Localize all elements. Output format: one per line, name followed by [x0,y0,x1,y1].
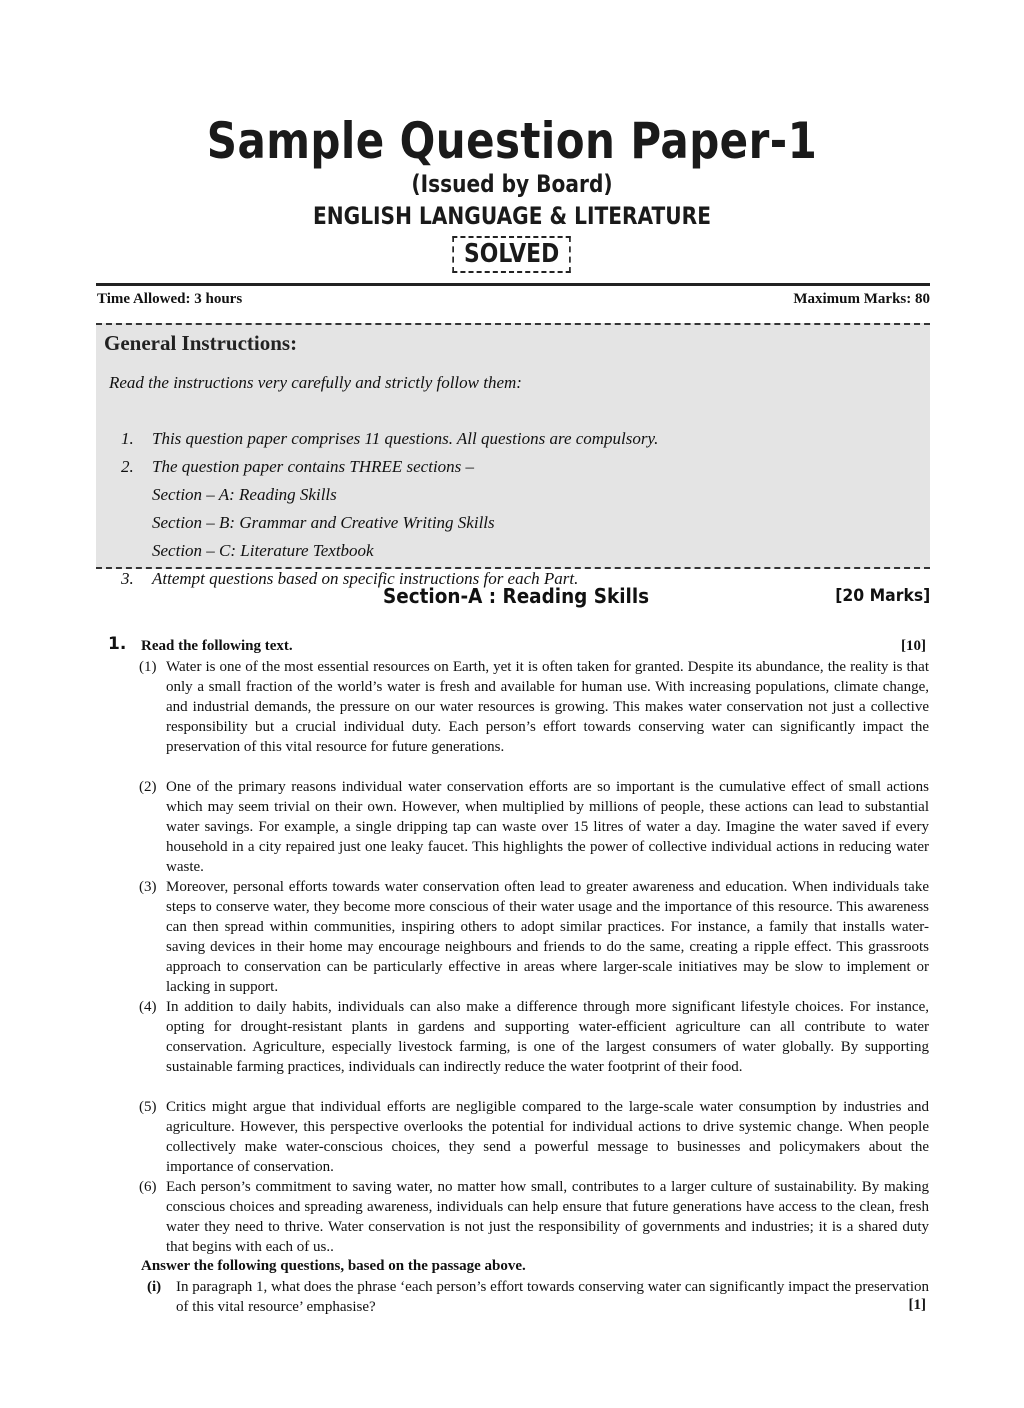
instruction-number: 3. [121,569,134,588]
passage-paragraph: Critics might argue that individual efforts are negligible compared to the large-scale water consumption by industries and agriculture. However, this perspective overlooks the potential for individual actions to drive systemic change. When people collectively make water-conscious choices, they send a powerful message to businesses and policymakers about the importance of conservation. [166,1099,929,1175]
subject-title: ENGLISH LANGUAGE & LITERATURE [313,202,711,230]
paragraph-number: (3) [139,879,157,895]
passage-paragraph: Each person’s commitment to saving water, no matter how small, contributes to a larger culture of sustainability. By making conscious choices and spreading awareness, individuals can help ensure that future generations have access to the clean, fresh water they need to thrive. Water conservation is not just the responsibility of governments and industries; it is a shared duty that begins with each of us.. [166,1179,929,1255]
solved-badge-wrap [0,236,1024,273]
question-marks: [10] [901,638,926,654]
solved-badge: SOLVED [453,236,572,273]
paper-title: Sample Question Paper-1 [206,112,818,170]
section-title: Section-A : Reading Skills [383,584,650,608]
passage-paragraph: In addition to daily habits, individuals can also make a difference through more significant lifestyle choices. For instance, opting for drought-resistant plants in gardens and supporting water-efficient agriculture can all contribute to water conservation. Agriculture, especially livestock farming, is one of the largest consumers of water globally. By supporting sustainable farming practices, individuals can indirectly reduce the water footprint of their food. [166,999,929,1075]
instruction-item: Attempt questions based on specific instructions for each Part. [152,569,579,588]
section-marks: [20 Marks] [834,586,930,606]
instructions-intro: Read the instructions very carefully and strictly follow them: [109,373,522,392]
instruction-item: This question paper comprises 11 questions. All questions are compulsory. [152,429,659,448]
passage-paragraph: One of the primary reasons individual water conservation efforts are so important is the cumulative effect of small actions which may seem trivial on their own. However, when multiplied by millions of people, these actions can lead to substantial water savings. For example, a single dripping tap can waste over 15 litres of water a day. Imagine the water saved if every household in a city repaired just one leaky faucet. This highlights the power of collective individual actions in reducing water waste. [166,779,929,875]
issued-by-label: (Issued by Board) [411,170,613,198]
instruction-subitem: Section – B: Grammar and Creative Writing Skills [152,513,495,532]
paragraph-number: (5) [139,1099,157,1115]
maximum-marks: Maximum Marks: 80 [793,291,930,307]
paragraph-number: (2) [139,779,157,795]
general-instructions-box [96,323,930,588]
passage-paragraph: Moreover, personal efforts towards water conservation often lead to greater awareness and education. When individuals take steps to conserve water, they become more conscious of their water usage and the importance of this resource. This awareness can then spread within communities, inspiring others to adopt similar practices. For instance, a family that installs water-saving devices in their home may encourage neighbours and friends to do the same, creating a ripple effect. This grassroots approach to conservation can be particularly effective in areas where larger-scale initiatives may be slow to implement or lacking in support. [166,879,929,995]
paragraph-number: (1) [139,659,157,675]
instructions-heading: General Instructions: [104,331,298,355]
question-heading: Read the following text. [141,638,293,654]
answer-heading: Answer the following questions, based on the passage above. [141,1258,526,1274]
instruction-number: 2. [121,457,134,476]
instruction-subitem: Section – C: Literature Textbook [152,541,374,560]
sub-question-number: (i) [147,1279,162,1295]
paragraph-number: (6) [139,1179,157,1195]
paragraph-number: (4) [139,999,157,1015]
question-number: 1. [108,634,127,654]
instruction-number: 1. [121,429,134,448]
sub-question-text: In paragraph 1, what does the phrase ‘each person’s effort towards conserving water can significantly impact the preservation of this vital resource’ emphasise? [176,1279,929,1315]
sub-question-marks: [1] [908,1297,926,1313]
passage-paragraph: Water is one of the most essential resources on Earth, yet it is often taken for granted. Despite its abundance, the reality is that only a small fraction of the world’s water is fresh and available for human use. With increasing populations, climate change, and industrial demands, the pressure on our water resources is growing. This makes water conservation not just a collective responsibility but a crucial individual duty. Each person’s effort towards conserving water can significantly impact the preservation of this vital resource for future generations. [166,659,929,755]
instruction-subitem: Section – A: Reading Skills [152,485,337,504]
time-allowed: Time Allowed: 3 hours [97,291,243,307]
header-divider [96,283,930,286]
instruction-item: The question paper contains THREE sections – [152,457,475,476]
